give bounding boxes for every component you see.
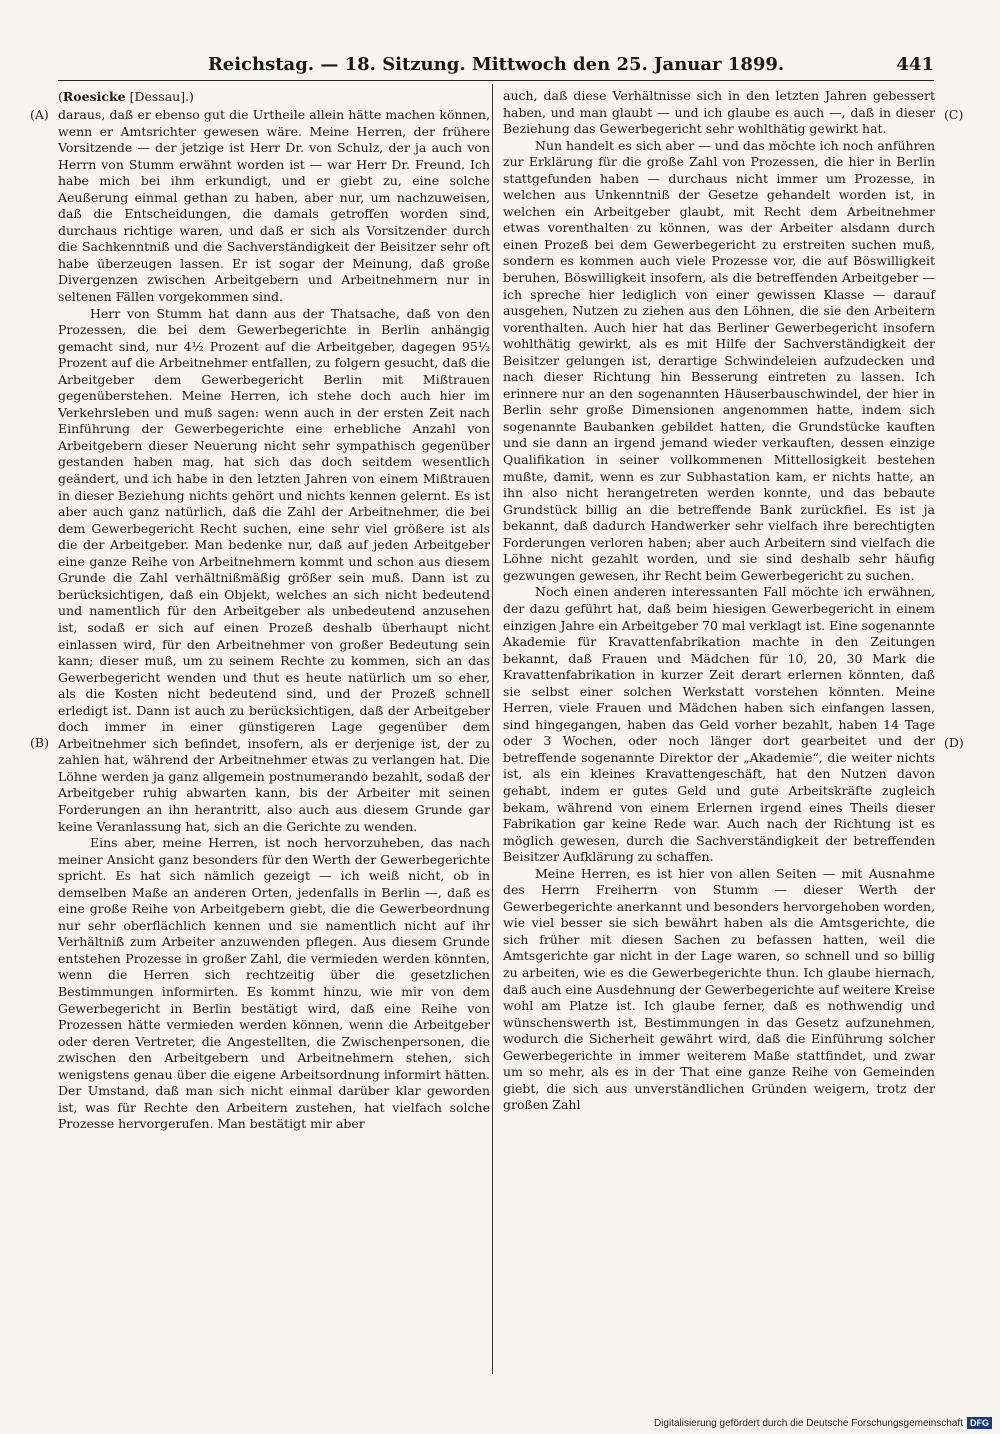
margin-marker-c: (C) bbox=[944, 107, 964, 122]
margin-marker-d: (D) bbox=[944, 735, 964, 750]
page-number: 441 bbox=[896, 54, 934, 75]
right-paragraph: Meine Herren, es ist hier von allen Seiten — mit Ausnahme des Herrn Freiherrn von Stumm — dieser Werth der Gewerbegerichte anerkannt und besonders hervorgehoben worden, wie viel besser sie sich bewährt haben als die Amtsgerichte, die sich früher mit diesen Sachen zu befassen hatten, weil die Amtsgerichte gar nicht in der Lage waren, so schnell und so billig zu arbeiten, wie es die Gewerbegerichte thun. Ich glaube hiernach, daß auch eine Ausdehnung der Gewerbegerichte auf weitere Kreise wohl am Platze ist. Ich glaube ferner, daß es nothwendig und wünschenswerth ist, Bestimmungen in das Gesetz aufzunehmen, wodurch die Sicherheit gewährt wird, daß die Einführung solcher Gewerbegerichte in immer weiterem Maße stattfindet, und zwar um so mehr, als es in der That eine ganze Reihe von Gemeinden giebt, die sich aus unverständlichen Gründen weigern, trotz der großen Zahl bbox=[503, 865, 935, 1113]
margin-marker-a: (A) bbox=[30, 107, 49, 122]
left-paragraph: Eins aber, meine Herren, ist noch hervorzuheben, das nach meiner Ansicht ganz besonders für den Werth der Gewerbegerichte spricht. Es hat sich nämlich gezeigt — ich weiß nicht, ob in demselben Maße an anderen Orten, jedenfalls in Berlin —, daß es eine große Reihe von Arbeitgebern giebt, die die Gewerbeordnung nur sehr oberflächlich kennen und sie namentlich nicht auf ihr Verhältniß zum Arbeiter anzuwenden pflegen. Aus diesem Grunde entstehen Prozesse in großer Zahl, die vermieden werden könnten, wenn die Herren sich rechtzeitig über die gesetzlichen Bestimmungen informirten. Es kommt hinzu, wie mir von dem Gewerbegericht in Berlin bestätigt wird, daß eine Reihe von Prozessen hätte vermieden werden können, wenn die Arbeitgeber oder deren Vertreter, die Angestellten, die Zwischenpersonen, die zwischen den Arbeitgebern und Arbeitnehmern stehen, sich wenigstens genau über die eigene Arbeitsordnung informirt hätten. Der Umstand, daß man sich nicht einmal darüber klar geworden ist, was für Rechte den Arbeitern zustehen, hat vielfach solche Prozesse hervorgerufen. Man bestätigt mir aber bbox=[58, 835, 490, 1132]
left-paragraph: Herr von Stumm hat dann aus der Thatsache, daß von den Prozessen, die bei dem Gewerbegerichte in Berlin anhängig gemacht sind, nur 4½ Prozent auf die Arbeitgeber, dagegen 95½ Prozent auf die Arbeitnehmer entfallen, zu folgern gesucht, daß die Arbeitgeber dem Gewerbegericht Berlin mit Mißtrauen gegenüberstehen. Meine Herren, ich stehe doch auch hier im Verkehrsleben und muß sagen: wenn auch in der ersten Zeit nach Einführung der Gewerbegerichte eine erhebliche Anzahl von Arbeitgebern dieser Neuerung nicht sehr sympathisch gegenüber gestanden haben mag, hat sich das doch seitdem wesentlich geändert, und ich habe in den letzten Jahren von einem Mißtrauen in dieser Beziehung nichts gehört und nichts kennen gelernt. Es ist aber auch ganz natürlich, daß die Zahl der Arbeitnehmer, die bei dem Gewerbegericht Recht suchen, eine sehr viel größere ist als die der Arbeitgeber. Man bedenke nur, daß auf jeden Arbeitgeber eine ganze Reihe von Arbeitnehmern kommt und schon aus diesem Grunde die Zahl verhältnißmäßig größer sein muß. Dann ist zu berücksichtigen, daß ein Objekt, welches an sich nicht bedeutend und namentlich für den Arbeitgeber als unbedeutend anzusehen ist, sodaß er sich auf einen Prozeß deshalb überhaupt nicht einlassen wird, für den Arbeitnehmer von großer Bedeutung sein kann; dieser muß, um zu seinem Rechte zu kommen, sich an das Gewerbegericht wenden und thut es heute natürlich um so eher, als die Kosten nicht bedeutend sind, und der Prozeß schnell erledigt ist. Dann ist auch zu berücksichtigen, daß der Arbeitgeber doch immer in einer günstigeren Lage gegenüber dem Arbeitnehmer sich befindet, insofern, als er derjenige ist, der zu zahlen hat, während der Arbeitnehmer etwas zu verlangen hat. Die Löhne werden ja ganz allgemein postnumerando bezahlt, sodaß der Arbeitgeber ruhig abwarten kann, bis der Arbeiter mit seinen Forderungen an ihn herantritt, also auch aus diesem Grunde gar keine Veranlassung hat, sich an die Gerichte zu wenden. bbox=[58, 305, 490, 834]
right-paragraph: auch, daß diese Verhältnisse sich in den letzten Jahren gebessert haben, und man glaubt — und ich glaube es auch —, daß in dieser Beziehung das Gewerbegericht sehr wohlthätig gewirkt hat. bbox=[503, 88, 935, 137]
speaker-line: (Roesicke [Dessau].) bbox=[58, 89, 194, 104]
left-column bbox=[58, 88, 490, 1133]
right-column bbox=[503, 88, 935, 1114]
margin-marker-b: (B) bbox=[30, 735, 49, 750]
column-divider bbox=[492, 84, 493, 1374]
left-paragraph: daraus, daß er ebenso gut die Urtheile allein hätte machen können, wenn er Amtsrichter gewesen wäre. Meine Herren, der frühere Vorsitzende — der jetzige ist Herr Dr. von Schulz, der ja auch von Herrn von Stumm erwähnt worden ist — war Herr Dr. Freund. Ich habe mich bei ihm erkundigt, und er giebt zu, eine solche Aeußerung einmal gethan zu haben, aber nur, um nachzuweisen, daß die Entscheidungen, die damals getroffen worden sind, durchaus richtige waren, und daß er sich als Vorsitzender durch die Sachkenntniß und die Sachverständigkeit der Beisitzer sehr oft habe überzeugen lassen. Er ist sogar der Meinung, daß große Divergenzen zwischen Arbeitgebern und Arbeitnehmern nur in seltenen Fällen vorgekommen sind. bbox=[58, 107, 490, 305]
right-paragraph: Nun handelt es sich aber — und das möchte ich noch anführen zur Erklärung für die große Zahl von Prozessen, die hier in Berlin stattgefunden haben — durchaus nicht immer um Prozesse, in welchen aus Unkenntniß der Gesetze gehandelt worden ist, in welchen ein Arbeitgeber glaubt, mit Recht dem Arbeitnehmer etwas vorenthalten zu können, was der Arbeiter alsdann durch einen Prozeß bei dem Gewerbegericht zu erstreiten suchen muß, sondern es kommen auch viele Prozesse vor, die auf Böswilligkeit beruhen, Böswilligkeit insofern, als die betreffenden Arbeitgeber — ich spreche hier lediglich von einer gewissen Klasse — darauf ausgehen, Nutzen zu ziehen aus den Löhnen, die sie den Arbeitern vorenthalten. Auch hier hat das Berliner Gewerbegericht insofern wohlthätig gewirkt, als es mit Hilfe der Sachverständigkeit der Beisitzer gelungen ist, derartige Schwindeleien aufzudecken und nach dieser Richtung hin Besserung eintreten zu lassen. Ich erinnere nur an den sogenannten Häuserbauschwindel, der hier in Berlin sehr große Dimensionen angenommen hatte, indem sich sogenannte Baubanken gebildet hatten, die Grundstücke kauften und sie dann an irgend jemand wieder verkauften, dessen einzige Qualifikation in seiner vollkommenen Mittellosigkeit bestehen mußte, damit, wenn es zur Subhastation kam, er nichts hatte, an ihn also nicht herangetreten werden konnte, und das bebaute Grundstück billig an die betreffende Bank zurückfiel. Es ist ja bekannt, daß dadurch Handwerker sehr vielfach ihre berechtigten Forderungen verloren haben; aber auch Arbeitern sind vielfach die Löhne nicht gezahlt worden, und sie sind deshalb sehr häufig gezwungen gewesen, ihr Recht beim Gewerbegericht zu suchen. bbox=[503, 137, 935, 583]
speaker-place: [Dessau].) bbox=[129, 89, 194, 104]
speaker-name: Roesicke bbox=[62, 89, 126, 104]
right-paragraph: Noch einen anderen interessanten Fall möchte ich erwähnen, der dazu geführt hat, daß beim hiesigen Gewerbegericht in einem einzigen Jahre ein Arbeitgeber 70 mal verklagt ist. Eine sogenannte Akademie für Kravattenfabrikation machte in den Zeitungen bekannt, daß Frauen und Mädchen für 10, 20, 30 Mark die Kravattenfabrikation in kurzer Zeit derart erlernen könnten, daß sie selbst einer solchen Werkstatt vorstehen könnten. Meine Herren, viele Frauen und Mädchen haben sich einfangen lassen, sind hingegangen, haben das Geld vorher bezahlt, haben 14 Tage oder 3 Wochen, oder noch länger dort gearbeitet und der betreffende sogenannte Direktor der „Akademie“, die weiter nichts ist, als ein kleines Kravattengeschäft, hat den Nutzen davon gehabt, indem er gutes Geld und gute Arbeitskräfte zugleich bekam, während von einem Erlernen irgend eines Theils dieser Fabrikation gar keine Rede war. Auch nach der Richtung ist es möglich gewesen, durch die Sachverständigkeit der betreffenden Beisitzer Aufklärung zu schaffen. bbox=[503, 584, 935, 865]
footer-credit: Digitalisierung gefördert durch die Deutsche Forschungsgemeinschaft bbox=[653, 1417, 963, 1429]
dfg-logo: DFG bbox=[967, 1417, 992, 1429]
running-title: Reichstag. — 18. Sitzung. Mittwoch den 25. Januar 1899. bbox=[207, 54, 785, 75]
digitization-footer bbox=[654, 1417, 992, 1429]
page-header bbox=[58, 50, 934, 81]
